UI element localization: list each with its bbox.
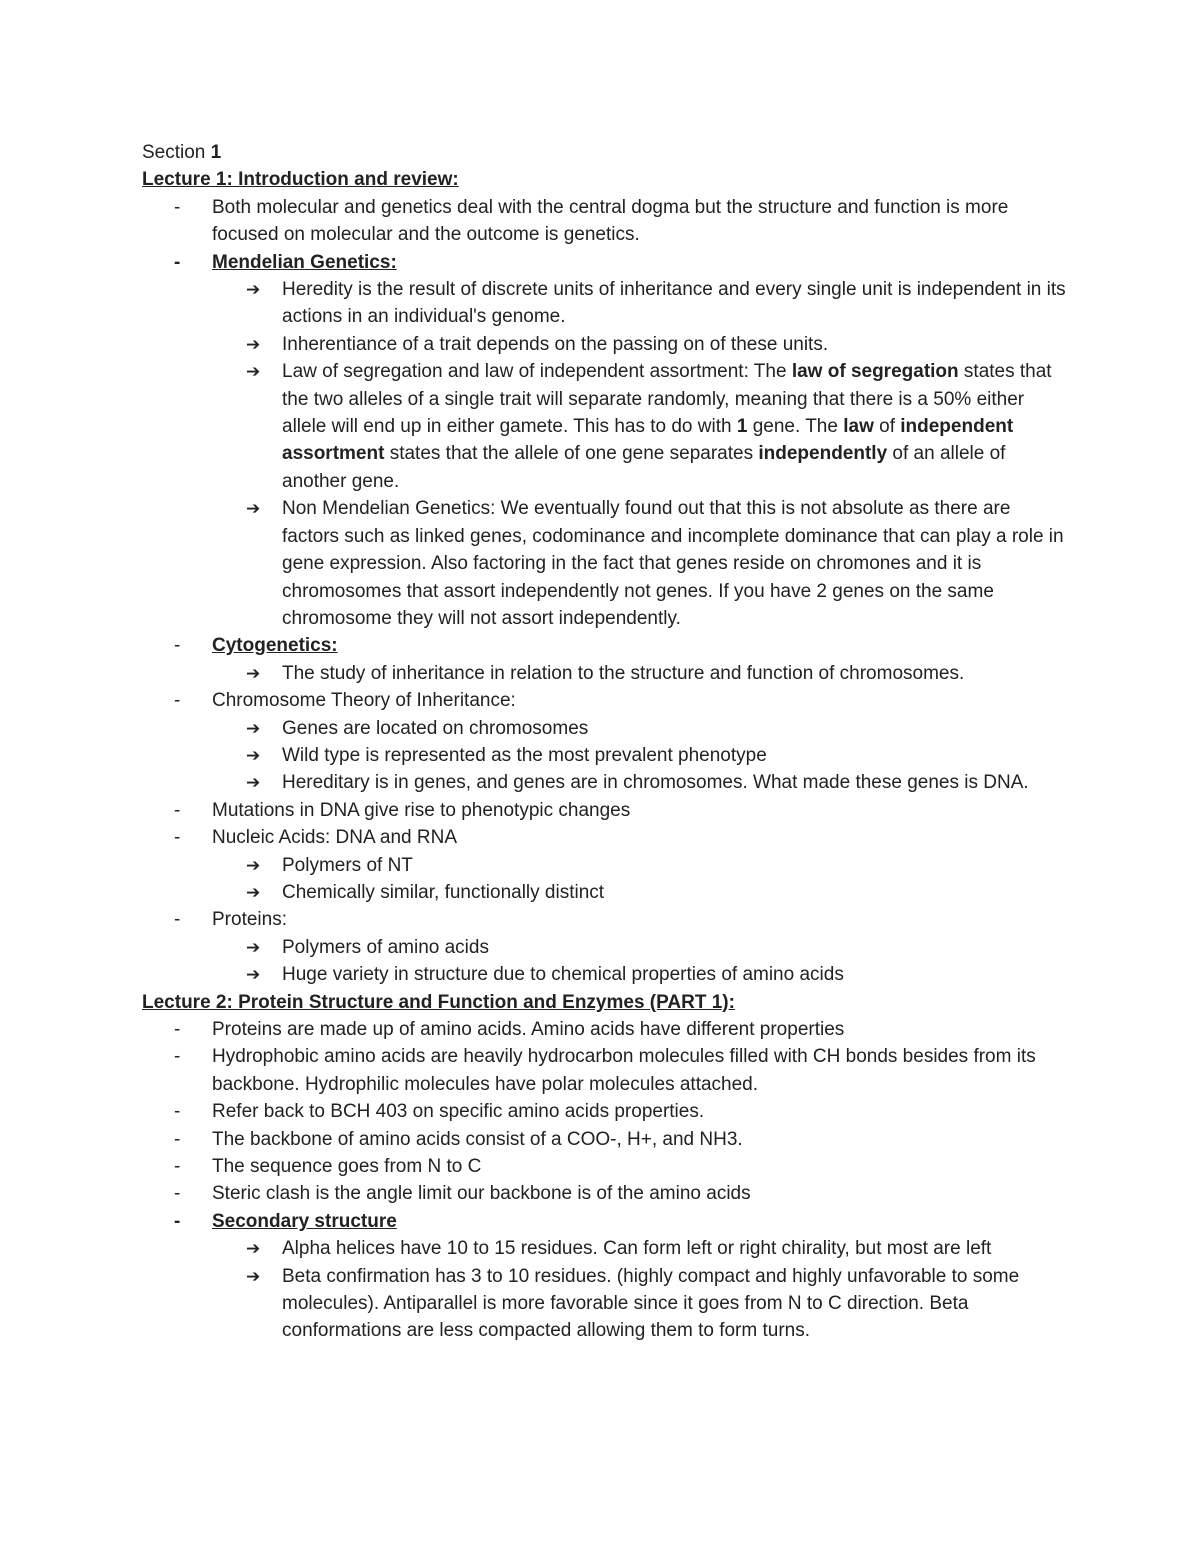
text-run: Steric clash is the angle limit our backbone is of the amino acids <box>212 1183 751 1205</box>
text-run: states that the two alleles of a single trait will separate randomly, meaning that there is a 50% either allele will end up in either gamete. This has to do with <box>282 361 1052 438</box>
text-run: of <box>873 416 901 438</box>
text-run: Both molecular and genetics deal with the central dogma but the structure and function is more focused on molecular and the outcome is genetics. <box>212 196 1009 246</box>
list-item-text <box>212 1129 743 1150</box>
sub-list-item <box>142 715 1072 742</box>
list-item <box>142 249 1072 276</box>
text-run: law of segregation <box>791 361 959 383</box>
sub-list-item-text <box>282 361 1052 492</box>
sub-list-item <box>142 358 1072 495</box>
text-run: Chemically similar, functionally distinct <box>282 881 605 903</box>
arrow-bullet-icon: ➔ <box>246 773 261 793</box>
arrow-bullet-icon: ➔ <box>246 1239 261 1259</box>
arrow-bullet-icon: ➔ <box>246 937 261 957</box>
dash-bullet: - <box>174 1019 181 1040</box>
sub-list-item-text <box>282 772 1029 793</box>
lecture-title: Lecture 2: Protein Structure and Function and Enzymes (PART 1): <box>142 991 735 1013</box>
list-item-text <box>212 1211 397 1232</box>
sub-list-item <box>142 961 1072 988</box>
list-item <box>142 1098 1072 1125</box>
dash-bullet: - <box>174 827 181 849</box>
section-title <box>142 139 1072 166</box>
sub-list-item-text <box>282 334 828 355</box>
text-run: Hereditary is in genes, and genes are in chromosomes. What made these genes is DNA. <box>282 772 1029 794</box>
text-run: of an allele of another gene. <box>282 443 1006 492</box>
text-run: Inherentiance of a trait depends on the passing on of these units. <box>282 333 829 355</box>
list-item-text <box>212 252 397 273</box>
text-run: Alpha helices have 10 to 15 residues. Can form left or right chirality, but most are left <box>282 1238 992 1260</box>
text-run: The backbone of amino acids consist of a COO-, H+, and NH3. <box>212 1128 743 1150</box>
dash-bullet: - <box>174 196 181 218</box>
list-item-text <box>212 827 457 848</box>
sub-list-item-text <box>282 937 489 958</box>
sub-list-item-text <box>282 745 767 766</box>
list-item <box>142 1043 1072 1098</box>
arrow-bullet-icon: ➔ <box>246 1266 261 1286</box>
dash-bullet: - <box>174 909 181 931</box>
dash-bullet: - <box>174 1046 181 1068</box>
sub-list-item-text <box>282 279 1066 327</box>
list-item <box>142 797 1072 824</box>
list-item <box>142 1016 1072 1043</box>
sub-list-item-text <box>282 1238 991 1259</box>
list-item <box>142 687 1072 714</box>
text-run: independently <box>758 443 888 465</box>
list-item <box>142 824 1072 851</box>
list-item <box>142 1153 1072 1180</box>
list-item-text <box>212 800 630 821</box>
dash-bullet: - <box>174 1183 181 1205</box>
sub-list-item-text <box>282 498 1064 629</box>
sub-list-item-text <box>282 882 604 903</box>
text-run: The study of inheritance in relation to the structure and function of chromosomes. <box>282 662 965 684</box>
text-run: Cytogenetics: <box>212 635 338 657</box>
list-item-text <box>212 1183 751 1204</box>
sub-list-item-text <box>282 964 844 985</box>
list-item <box>142 194 1072 249</box>
text-run: Refer back to BCH 403 on specific amino acids properties. <box>212 1101 705 1123</box>
list-item-text <box>212 1019 844 1040</box>
dash-bullet: - <box>174 1210 181 1232</box>
text-run: Mendelian Genetics: <box>212 251 397 273</box>
arrow-bullet-icon: ➔ <box>246 334 261 354</box>
arrow-bullet-icon: ➔ <box>246 745 261 765</box>
dash-bullet: - <box>174 799 181 821</box>
sub-list-item <box>142 934 1072 961</box>
section-prefix: Section <box>142 142 211 163</box>
text-run: Huge variety in structure due to chemical properties of amino acids <box>282 964 844 986</box>
arrow-bullet-icon: ➔ <box>246 882 261 902</box>
list-item-text <box>212 1156 481 1177</box>
sub-list-item <box>142 331 1072 358</box>
sub-list-item <box>142 1235 1072 1262</box>
dash-bullet: - <box>174 1128 181 1150</box>
dash-bullet: - <box>174 635 181 657</box>
dash-bullet: - <box>174 1156 181 1178</box>
sub-list-item-text <box>282 718 588 739</box>
sub-list-item <box>142 879 1072 906</box>
list-item <box>142 1126 1072 1153</box>
arrow-bullet-icon: ➔ <box>246 855 261 875</box>
list-item-text <box>212 1046 1036 1094</box>
list-item <box>142 632 1072 659</box>
arrow-bullet-icon: ➔ <box>246 965 261 985</box>
arrow-bullet-icon: ➔ <box>246 663 261 683</box>
text-run: Hydrophobic amino acids are heavily hydrocarbon molecules filled with CH bonds besides from its backbone. Hydrophilic molecules have polar molecules attached. <box>212 1046 1036 1095</box>
sub-list-item <box>142 769 1072 796</box>
text-run: Polymers of NT <box>282 854 413 876</box>
text-run: Heredity is the result of discrete units of inheritance and every single unit is independent in its actions in an individual's genome. <box>282 279 1066 328</box>
lecture-title: Lecture 1: Introduction and review: <box>142 169 459 191</box>
sub-list-item <box>142 495 1072 632</box>
text-run: Secondary structure <box>212 1210 397 1232</box>
arrow-bullet-icon: ➔ <box>246 499 261 519</box>
text-run: gene. The <box>747 416 844 438</box>
list-item <box>142 1208 1072 1235</box>
list-item-text <box>212 1101 704 1122</box>
list-item-text <box>212 690 516 711</box>
dash-bullet: - <box>174 251 181 273</box>
dash-bullet: - <box>174 1101 181 1123</box>
text-run: Proteins: <box>212 909 287 931</box>
text-run: independent assortment <box>282 416 1014 465</box>
text-run: Polymers of amino acids <box>282 936 489 958</box>
list-item-text <box>212 635 338 656</box>
sub-list-item <box>142 852 1072 879</box>
text-run: Genes are located on chromosomes <box>282 717 589 739</box>
text-run: Beta confirmation has 3 to 10 residues. (highly compact and highly unfavorable to some molecules). Antiparallel is more favorable since it goes from N to C direction. Beta conformations are less compacted allowing them to form turns. <box>282 1265 1020 1342</box>
text-run: Mutations in DNA give rise to phenotypic changes <box>212 799 631 821</box>
dash-bullet: - <box>174 690 181 712</box>
sub-list-item-text <box>282 663 964 684</box>
text-run: Wild type is represented as the most prevalent phenotype <box>282 744 767 766</box>
text-run: Non Mendelian Genetics: We eventually found out that this is not absolute as there are factors such as linked genes, codominance and incomplete dominance that can play a role in gene expression. Also factoring in the fact that genes reside on chromones and it is chromosomes that assort independently not genes. If you have 2 genes on the same chromosome they will not assort independently. <box>282 498 1064 629</box>
arrow-bullet-icon: ➔ <box>246 718 261 738</box>
text-run: states that the allele of one gene separates <box>384 443 759 465</box>
text-run: The sequence goes from N to C <box>212 1156 482 1178</box>
document-body <box>142 139 1072 1345</box>
sub-list-item-text <box>282 855 413 876</box>
text-run: law <box>843 416 874 438</box>
text-run: Law of segregation and law of independent assortment: The <box>282 361 792 383</box>
list-item <box>142 1180 1072 1207</box>
list-item <box>142 906 1072 933</box>
lectures-container <box>142 166 1072 1344</box>
arrow-bullet-icon: ➔ <box>246 280 261 300</box>
arrow-bullet-icon: ➔ <box>246 362 261 382</box>
text-run: Proteins are made up of amino acids. Amino acids have different properties <box>212 1019 845 1040</box>
list-item-text <box>212 197 1008 245</box>
text-run: 1 <box>736 416 748 438</box>
text-run: Chromosome Theory of Inheritance: <box>212 690 516 712</box>
section-number: 1 <box>210 142 222 163</box>
list-item-text <box>212 909 287 930</box>
sub-list-item <box>142 1263 1072 1345</box>
sub-list-item <box>142 276 1072 331</box>
sub-list-item <box>142 660 1072 687</box>
sub-list-item <box>142 742 1072 769</box>
sub-list-item-text <box>282 1266 1019 1342</box>
text-run: Nucleic Acids: DNA and RNA <box>212 827 457 849</box>
